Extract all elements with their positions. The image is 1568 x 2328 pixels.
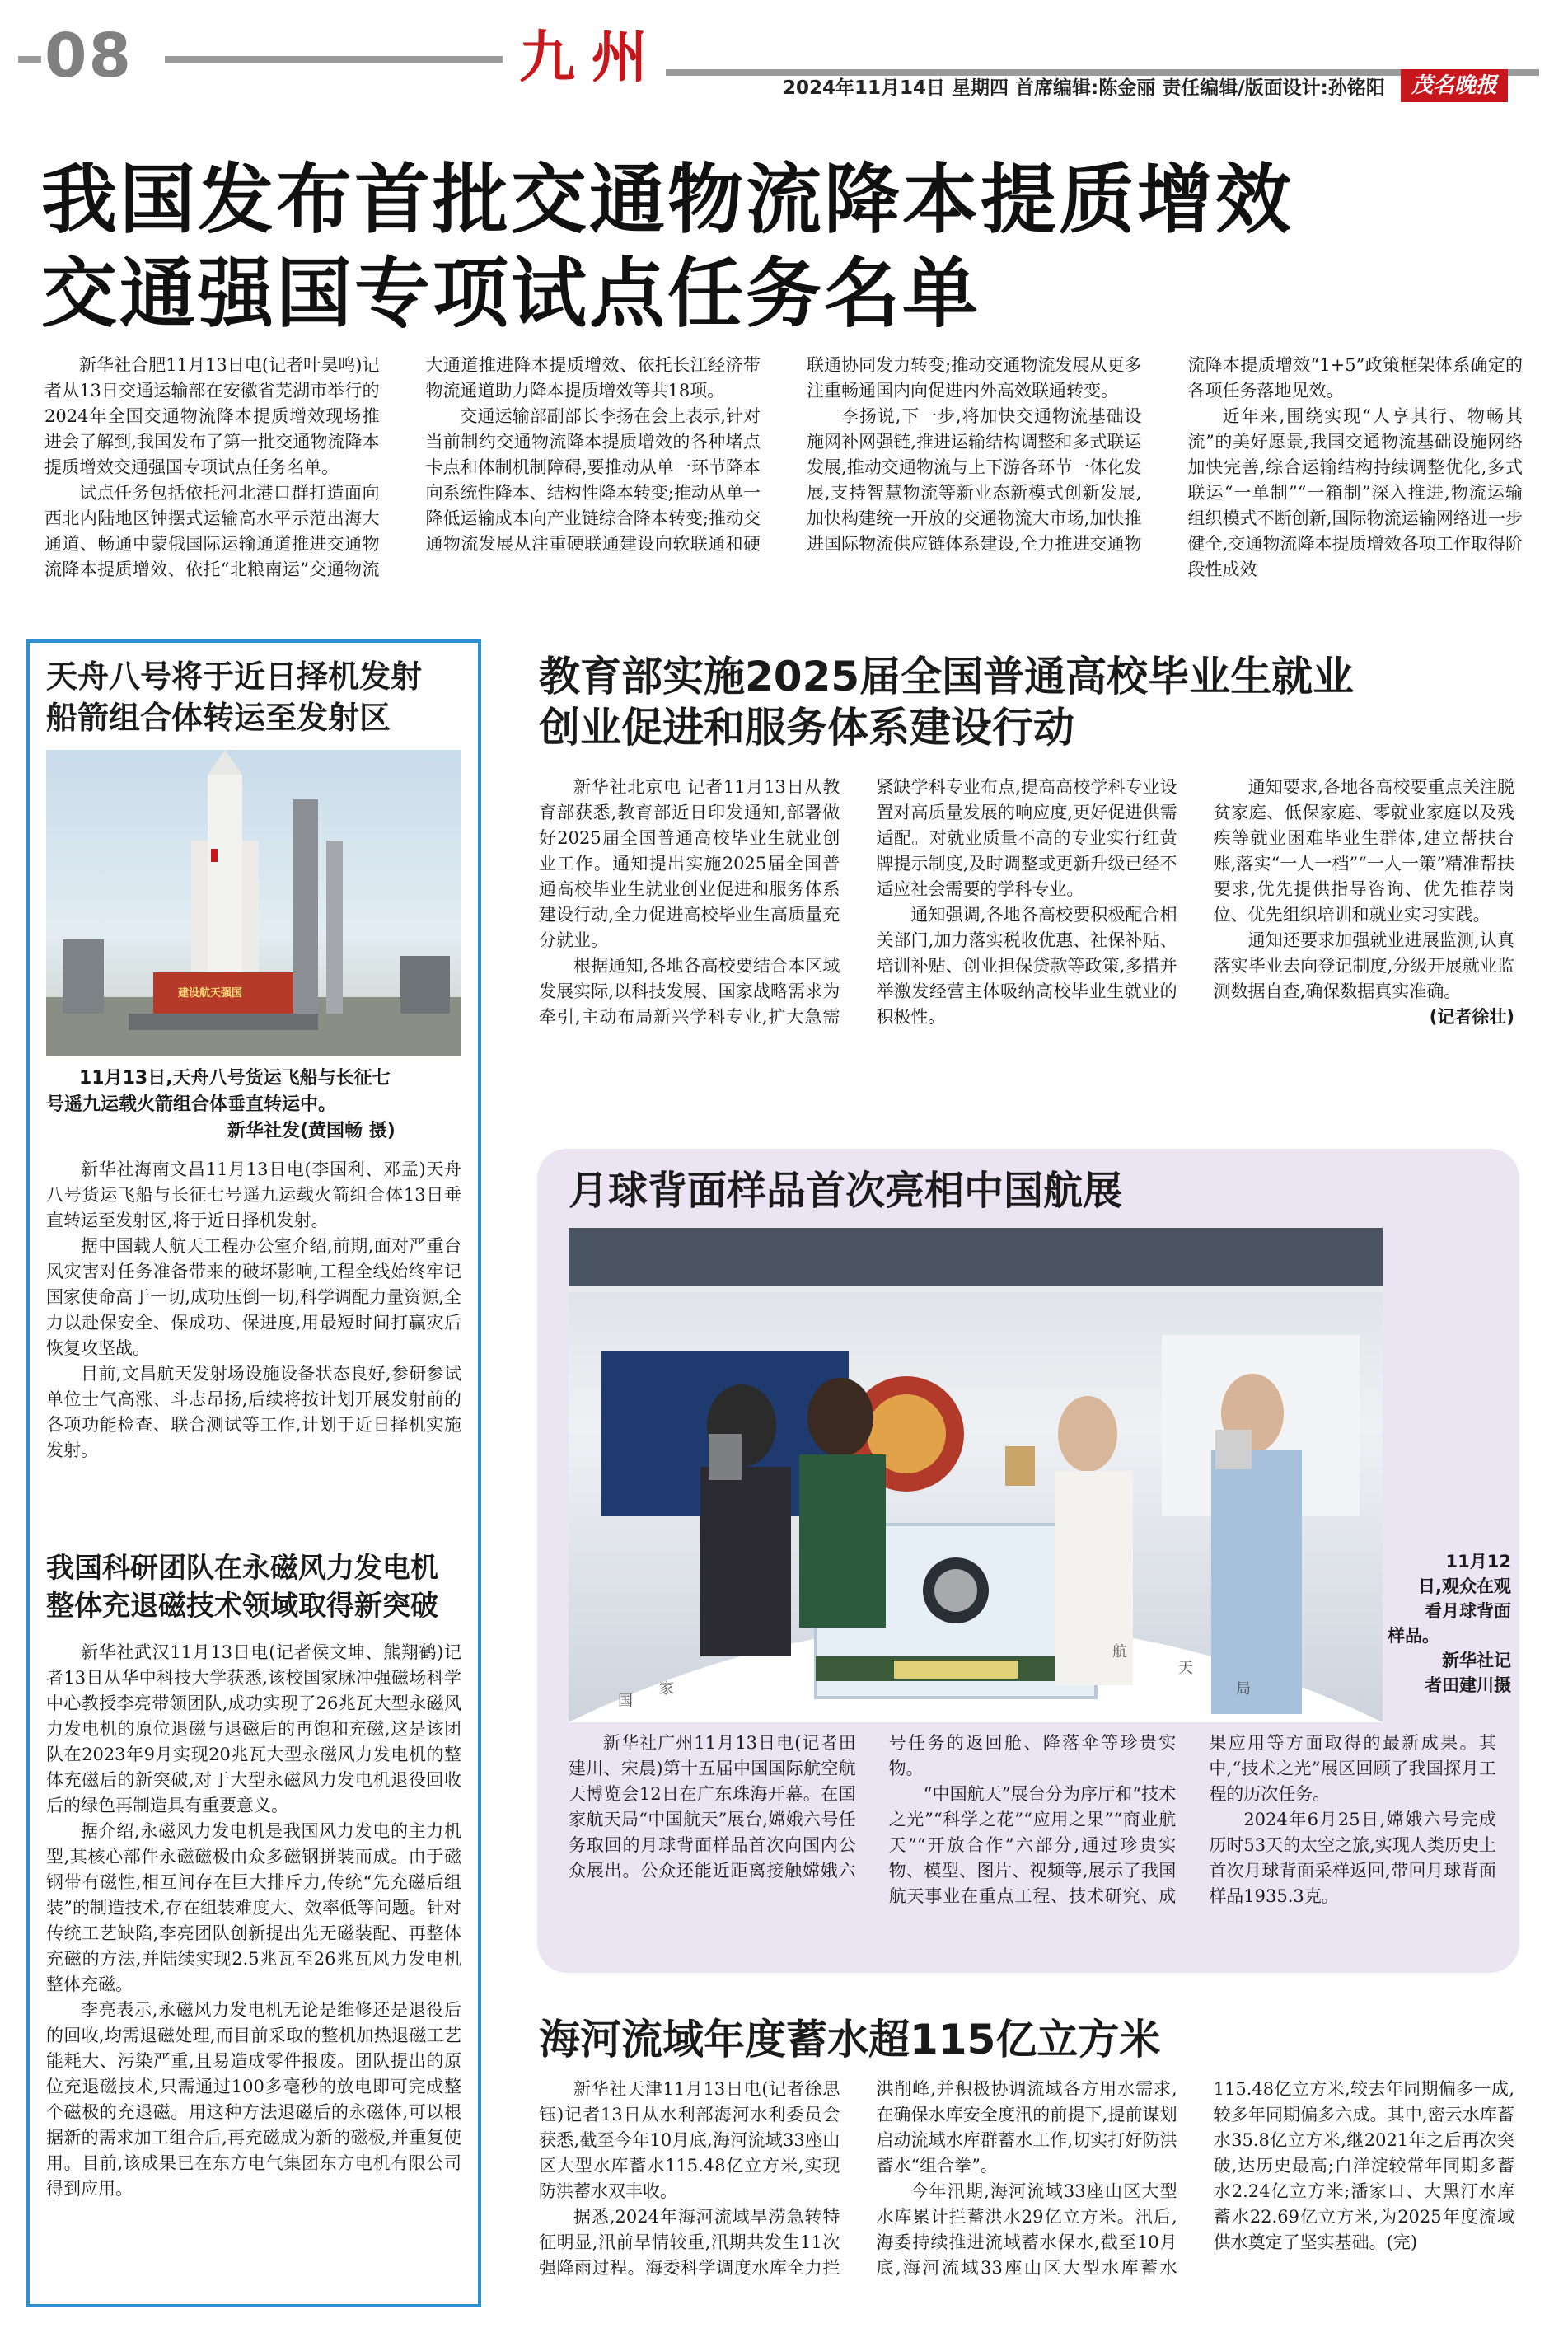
education-paragraph: 根据通知,各地各高校要结合本区域发展实际,以科技发展、国家战略需求为牵引,主动布局新兴学科专业,扩大急需紧缺学科专业布点,提高高校学科专业设置对高质量发展的响应度,更好促进供需适配。对就业质量不高的专业实行红黄牌提示制度,及时调整或更新升级已经不适应社会需要的学科专业。 — [539, 777, 1177, 1027]
moon-caption-line: 看月球背面 — [1425, 1601, 1511, 1621]
rocket-caption-credit: 新华社发(黄国畅 摄) — [227, 1121, 396, 1141]
moon-photo-label: 国 — [618, 1693, 633, 1710]
date-line: 2024年11月14日 星期四 首席编辑:陈金丽 责任编辑/版面设计:孙铭阳 — [783, 77, 1385, 99]
moon-paragraph: 2024年6月25日,嫦娥六号完成历时53天的太空之旅,实现人类历史上首次月球背面采样返回,带回月球背面样品1935.3克。 — [1209, 1810, 1496, 1906]
moon-photo-illustration — [569, 1228, 1383, 1722]
moon-caption-line: 样品。 — [1388, 1626, 1439, 1646]
moon-caption-line: 者田建川摄 — [1425, 1675, 1511, 1695]
sidebar2-paragraph: 据介绍,永磁风力发电机是我国风力发电的主力机型,其核心部件永磁磁极由众多磁钢拼装而成。由于磁钢带有磁性,相互间存在巨大排斥力,传统“先充磁后组装”的制造技术,存在组装难度大、效率低等问题。针对传统工艺缺陷,李亮团队创新提出先无磁装配、再整体充磁的方法,并陆续实现2.5兆瓦至26兆瓦风力发电机整体充磁。 — [46, 1821, 461, 1994]
moon-caption-line: 11月12 — [1445, 1552, 1511, 1572]
sidebar1-paragraph: 目前,文昌航天发射场设施设备状态良好,参研参试单位士气高涨、斗志昂扬,后续将按计划开展发射前的各项功能检查、联合测试等工作,计划于近日择机实施发射。 — [46, 1364, 461, 1460]
moon-photo-label: 家 — [659, 1680, 674, 1698]
education-paragraph: 通知强调,各地各高校要积极配合相关部门,加力落实税收优惠、社保补贴、培训补贴、创业担保贷款等政策,多措并举激发经营主体吸纳高校毕业生就业的积极性。 — [876, 905, 1177, 1027]
rocket-photo — [46, 750, 461, 1056]
moon-paragraph: “中国航天”展台分为序厅和“技术之光”“科学之花”“应用之果”“商业航天”“开放合作”六部分,通过珍贵实物、模型、图片、视频等,展示了我国航天事业在重点工程、技术研究、成果应用等方面取得的最新成果。其中,“技术之光”展区回顾了我国探月工程的历次任务。 — [888, 1733, 1496, 1906]
paper-logo: 茂名晚报 — [1401, 69, 1508, 102]
lead-article-body — [44, 353, 1523, 608]
moon-photo-label: 局 — [1236, 1680, 1251, 1698]
sidebar2-paragraph: 新华社武汉11月13日电(记者侯文坤、熊翔鹤)记者13日从华中科技大学获悉,该校国家脉冲强磁场科学中心教授李亮带领团队,成功实现了26兆瓦大型永磁风力发电机的原位退磁与退磁后的再饱和充磁,这是该团队在2023年9月实现20兆瓦大型永磁风力发电机的整体充磁后的新突破,对于大型永磁风力发电机退役回收后的绿色再制造具有重要意义。 — [46, 1642, 461, 1815]
moon-article-body — [569, 1731, 1496, 1961]
rocket-banner-text: 建设航天强国 — [178, 987, 243, 1000]
page-number: 08 — [44, 21, 133, 91]
sidebar-headline-1a: 天舟八号将于近日择机发射 — [46, 658, 423, 695]
moon-photo-label: 天 — [1178, 1660, 1193, 1677]
education-headline-line1: 教育部实施2025届全国普通高校毕业生就业 — [539, 653, 1355, 700]
lead-paragraph: 新华社合肥11月13日电(记者叶昊鸣)记者从13日交通运输部在安徽省芜湖市举行的2024年全国交通物流降本提质增效现场推进会了解到,我国发布了第一批交通物流降本提质增效交通强国专项试点任务名单。 — [44, 355, 380, 477]
education-paragraph: 通知还要求加强就业进展监测,认真落实毕业去向登记制度,分级开展就业监测数据自查,确保数据真实准确。 — [1213, 930, 1514, 1001]
sidebar1-paragraph: 新华社海南文昌11月13日电(李国利、邓孟)天舟八号货运飞船与长征七号遥九运载火箭组合体13日垂直转运至发射区,将于近日择机发射。 — [46, 1159, 461, 1230]
education-paragraph: 新华社北京电 记者11月13日从教育部获悉,教育部近日印发通知,部署做好2025届全国普通高校毕业生就业创业工作。通知提出实施2025届全国普通高校毕业生就业创业促进和服务体系建设行动,全力促进高校毕业生高质量充分就业。 — [539, 777, 840, 950]
masthead — [0, 0, 1568, 124]
haihe-paragraph: 新华社天津11月13日电(记者徐思钰)记者13日从水利部海河水利委员会获悉,截至今年10月底,海河流域33座山区大型水库蓄水115.48亿立方米,实现防洪蓄水双丰收。 — [539, 2079, 840, 2201]
education-headline-line2: 创业促进和服务体系建设行动 — [539, 704, 1074, 752]
sidebar-article2-body — [46, 1640, 461, 2291]
sidebar2-paragraph: 李亮表示,永磁风力发电机无论是维修还是退役后的回收,均需退磁处理,而目前采取的整机加热退磁工艺能耗大、污染严重,且易造成零件报废。团队提出的原位充退磁技术,只需通过100多毫秒的放电即可完成整个磁极的充退磁。用这种方法退磁后的永磁体,可以根据新的需求加工组合后,再充磁成为新的磁极,并重复使用。目前,该成果已在东方电气集团东方电机有限公司得到应用。 — [46, 2000, 461, 2199]
moon-caption-line: 新华社记 — [1442, 1651, 1511, 1670]
sidebar-headline-2b: 整体充退磁技术领域取得新突破 — [46, 1590, 438, 1623]
haihe-article-body — [539, 2077, 1514, 2316]
moon-photo — [569, 1228, 1383, 1722]
sidebar-headline-1b: 船箭组合体转运至发射区 — [46, 700, 391, 736]
rocket-caption-line2: 号遥九运载火箭组合体垂直转运中。 — [46, 1094, 337, 1115]
rocket-photo-illustration — [46, 750, 461, 1056]
education-article-body — [539, 775, 1514, 1101]
header-rule-mid — [165, 56, 503, 63]
header-rule-left — [18, 56, 41, 63]
haihe-paragraph: 据悉,2024年海河流域旱涝急转特征明显,汛前旱情较重,汛期共发生11次强降雨过程。海委科学调度水库全力拦洪削峰,并积极协调流域各方用水需求,在确保水库安全度汛的前提下,提前谋划启动流域水库群蓄水工作,切实打好防洪蓄水“组合拳”。 — [539, 2079, 1177, 2278]
haihe-paragraph: 今年汛期,海河流域33座山区大型水库累计拦蓄洪水29亿立方米。汛后,海委持续推进流域蓄水保水,截至10月底,海河流域33座山区大型水库蓄水115.48亿立方米,较去年同期偏多一成,较多年同期偏多六成。其中,密云水库蓄水35.8亿立方米,继2021年之后再次突破,达历史最高;白洋淀较常年同期多蓄水2.24亿立方米;潘家口、大黑汀水库蓄水22.69亿立方米,为2025年度流域供水奠定了坚实基础。(完) — [876, 2079, 1514, 2278]
education-paragraph: 通知要求,各地各高校要重点关注脱贫家庭、低保家庭、零就业家庭以及残疾等就业困难毕业生群体,建立帮扶台账,落实“一人一档”“一人一策”精准帮扶要求,优先提供指导咨询、优先推荐岗位、优先组织培训和就业实习实践。 — [1213, 777, 1514, 925]
sidebar-article1-body — [46, 1157, 461, 1503]
lead-paragraph: 李扬说,下一步,将加快交通物流基础设施网补网强链,推进运输结构调整和多式联运发展,推动交通物流与上下游各环节一体化发展,支持智慧物流等新业态新模式创新发展,加快构建统一开放的交通物流大市场,加快推进国际物流供应链体系建设,全力推进交通物流降本提质增效“1+5”政策框架体系确定的各项任务落地见效。 — [807, 355, 1523, 554]
moon-photo-label: 航 — [1112, 1643, 1127, 1661]
lead-headline-line2: 交通强国专项试点任务名单 — [41, 250, 981, 338]
lead-paragraph: 试点任务包括依托河北港口群打造面向西北内陆地区钟摆式运输高水平示范出海大通道、畅通中蒙俄国际运输通道推进交通物流降本提质增效、依托“北粮南运”交通物流大通道推进降本提质增效、依托长江经济带物流通道助力降本提质增效等共18项。 — [44, 355, 761, 579]
sidebar-headline-2a: 我国科研团队在永磁风力发电机 — [46, 1552, 438, 1585]
moon-paragraph: 新华社广州11月13日电(记者田建川、宋晨)第十五届中国国际航空航天博览会12日在广东珠海开幕。在国家航天局“中国航天”展台,嫦娥六号任务取回的月球背面样品首次向国内公众展出。公众还能近距离接触嫦娥六号任务的返回舱、降落伞等珍贵实物。 — [569, 1733, 1177, 1881]
section-title: 九 州 — [519, 25, 646, 91]
education-credit: (记者徐壮) — [1429, 1007, 1514, 1027]
moon-headline: 月球背面样品首次亮相中国航展 — [569, 1168, 1123, 1214]
moon-caption-line: 日,观众在观 — [1418, 1576, 1511, 1596]
lead-paragraph: 交通运输部副部长李扬在会上表示,针对当前制约交通物流降本提质增效的各种堵点卡点和体制机制障碍,要推动从单一环节降本向系统性降本、结构性降本转变;推动从单一降低运输成本向产业链综合降本转变;推动交通物流发展从注重硬联通建设向软联通和硬联通协同发力转变;推动交通物流发展从更多注重畅通国内向促进内外高效联通转变。 — [425, 355, 1142, 554]
lead-paragraph: 近年来,围绕实现“人享其行、物畅其流”的美好愿景,我国交通物流基础设施网络加快完善,综合运输结构持续调整优化,多式联运“一单制”“一箱制”深入推进,物流运输组织模式不断创新,国际物流运输网络进一步健全,交通物流降本提质增效各项工作取得阶段性成效 — [1187, 406, 1523, 579]
sidebar1-paragraph: 据中国载人航天工程办公室介绍,前期,面对严重台风灾害对任务准备带来的破坏影响,工程全线始终牢记国家使命高于一切,成功压倒一切,科学调配力量资源,全力以赴保安全、保成功、保进度,用最短时间打赢灾后恢复攻坚战。 — [46, 1236, 461, 1358]
rocket-caption-line1: 11月13日,天舟八号货运飞船与长征七 — [79, 1068, 391, 1089]
haihe-headline: 海河流域年度蓄水超115亿立方米 — [539, 2016, 1161, 2063]
lead-headline-line1: 我国发布首批交通物流降本提质增效 — [41, 156, 1294, 244]
moon-photo-caption — [1388, 1549, 1511, 1698]
